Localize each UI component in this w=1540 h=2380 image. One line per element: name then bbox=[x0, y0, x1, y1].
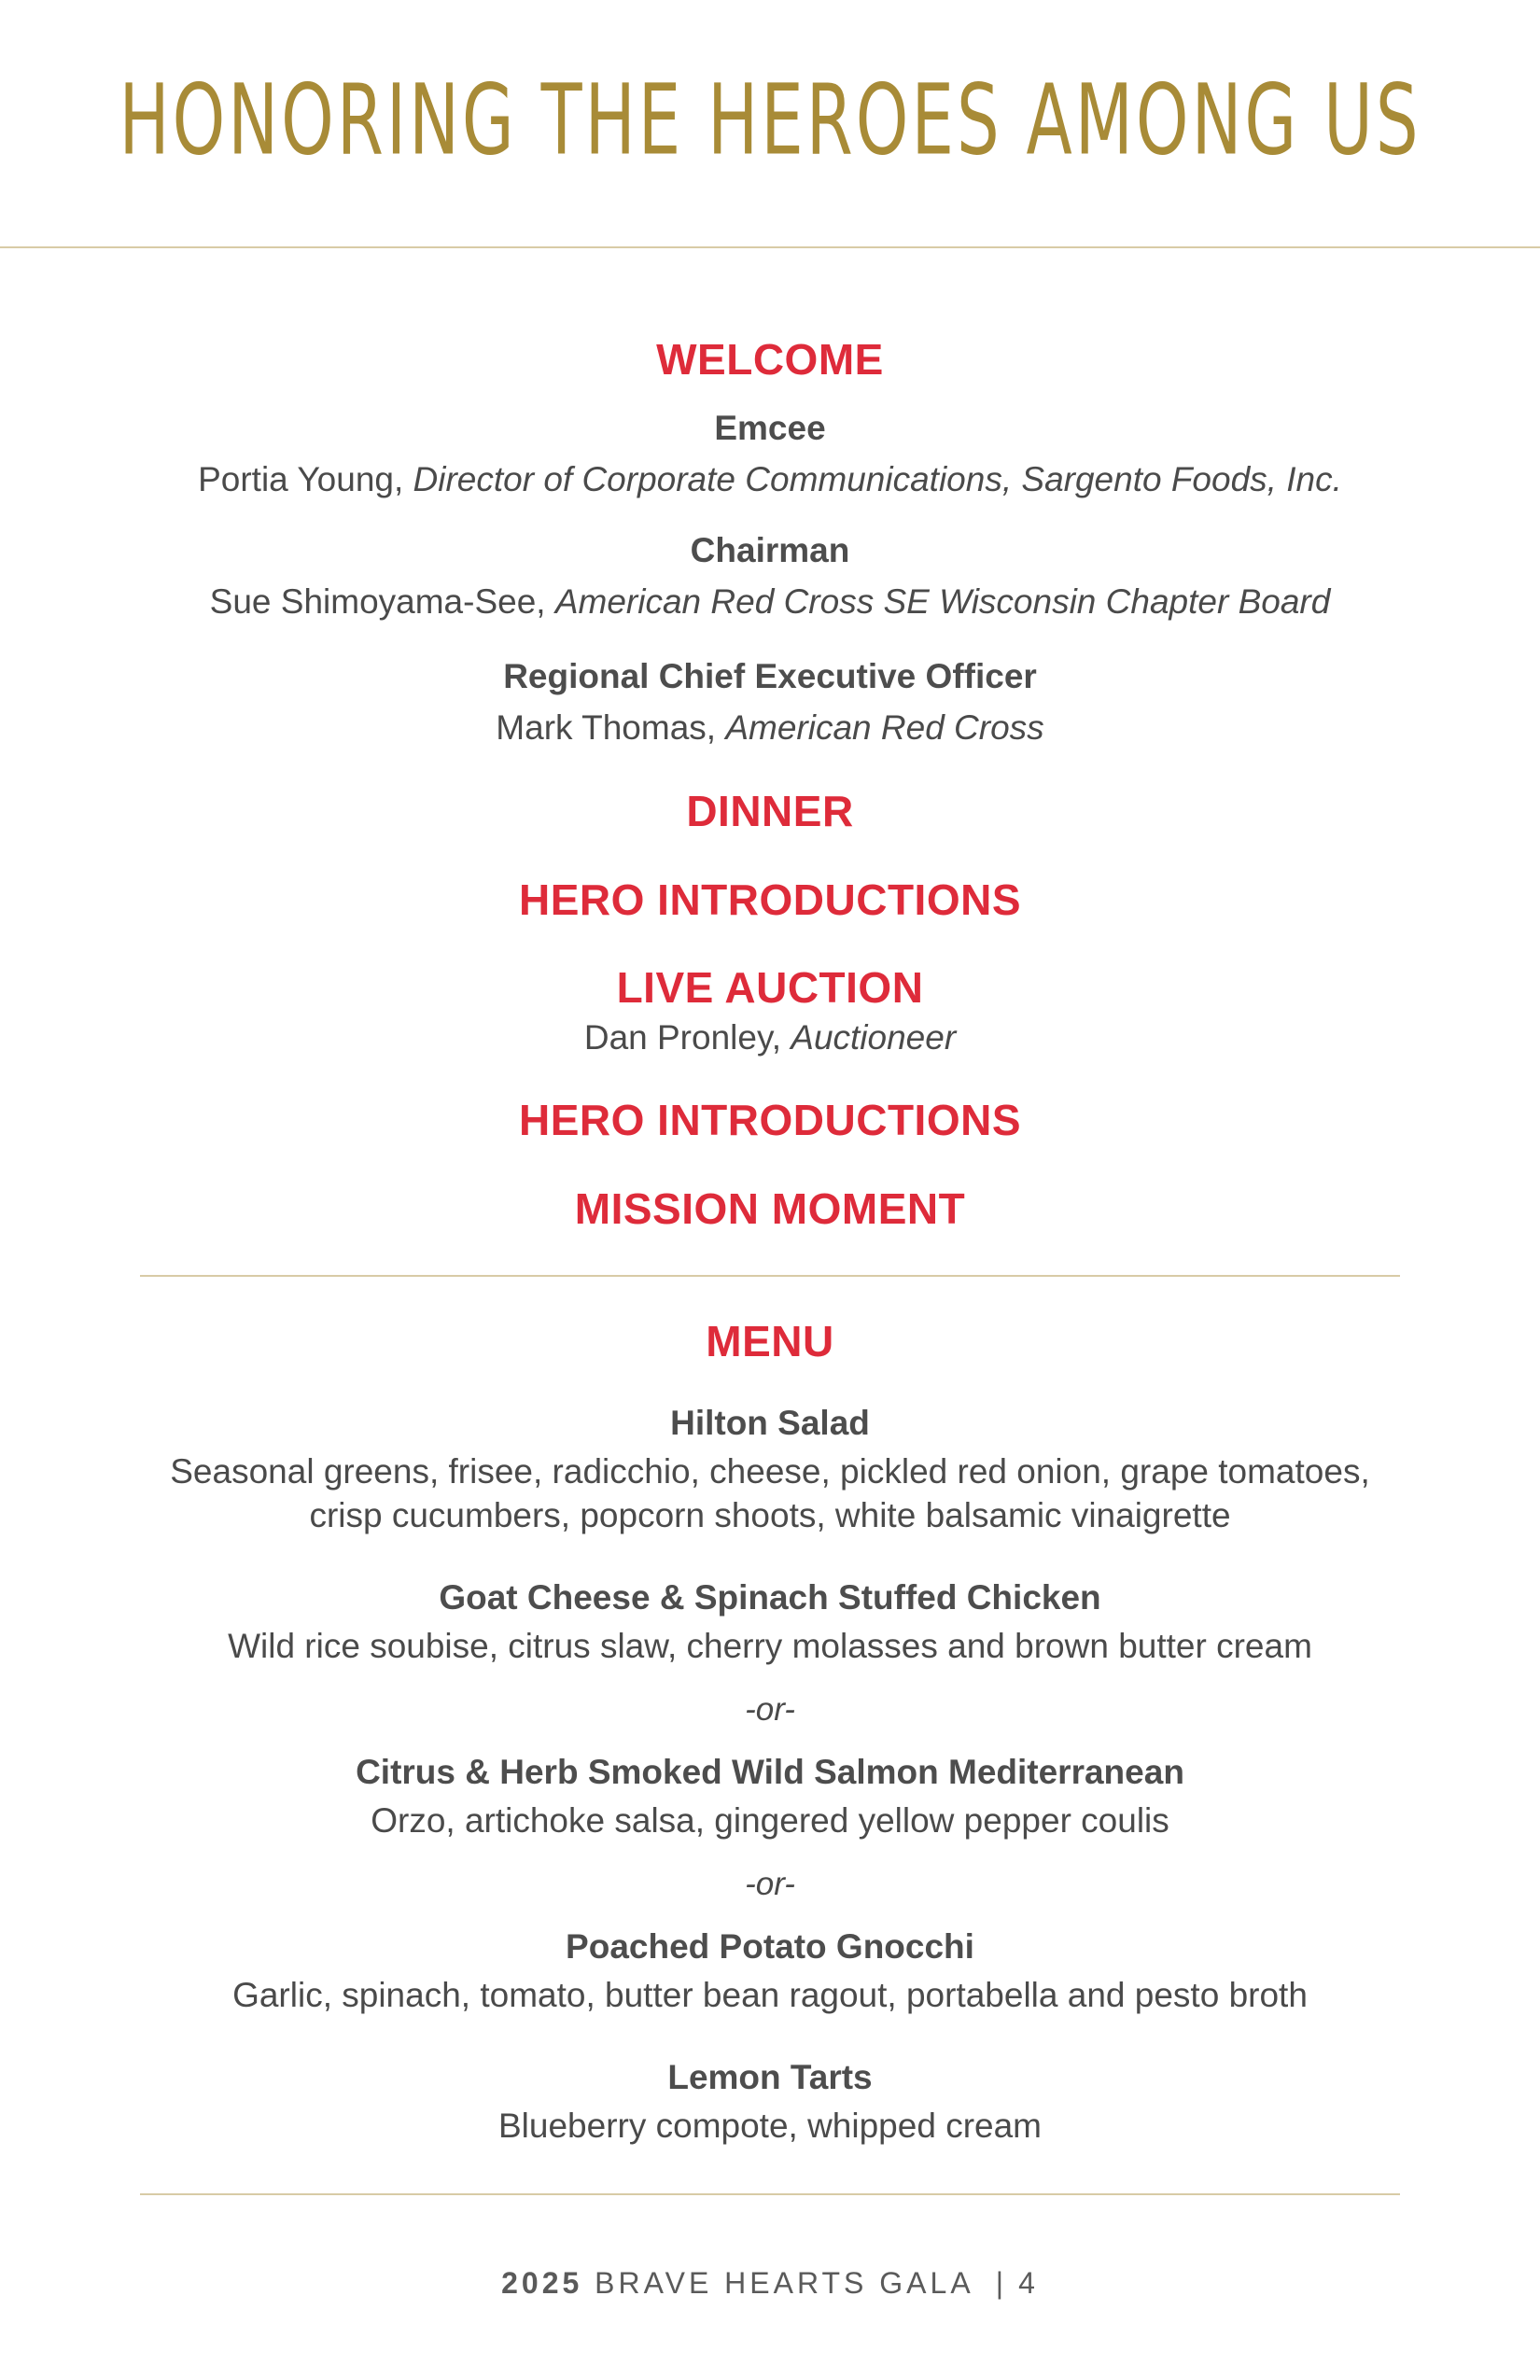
menu-or-separator bbox=[0, 1691, 1540, 1729]
speaker-role: Regional Chief Executive Officer bbox=[503, 657, 1037, 695]
dish-description: Blueberry compote, whipped cream bbox=[497, 2107, 1042, 2145]
page-number: 4 bbox=[1018, 2266, 1039, 2300]
dish-name: Poached Potato Gnocchi bbox=[566, 1927, 974, 1966]
hero-introductions-heading: HERO INTRODUCTIONS bbox=[519, 1096, 1021, 1144]
speaker-role: Emcee bbox=[714, 409, 826, 447]
menu-section bbox=[0, 1317, 1540, 1365]
or-separator: -or- bbox=[745, 1866, 795, 1902]
welcome-heading: WELCOME bbox=[656, 335, 884, 384]
speaker-emcee bbox=[0, 411, 1540, 497]
dish-description: Wild rice soubise, citrus slaw, cherry molasses and brown butter cream bbox=[228, 1627, 1312, 1665]
divider-rule bbox=[140, 2193, 1400, 2195]
speaker-ceo bbox=[0, 659, 1540, 745]
dish-name: Goat Cheese & Spinach Stuffed Chicken bbox=[439, 1578, 1101, 1617]
page-footer bbox=[0, 2266, 1540, 2301]
dish-description-line: crisp cucumbers, popcorn shoots, white balsamic vinaigrette bbox=[309, 1496, 1231, 1535]
dish-description-line: Seasonal greens, frisee, radicchio, cheese, pickled red onion, grape tomatoes, bbox=[170, 1452, 1370, 1491]
menu-item bbox=[0, 1580, 1540, 1668]
hero-introductions-section bbox=[0, 875, 1540, 924]
page-title: HONORING THE HEROES AMONG US bbox=[119, 63, 1421, 176]
speaker-line bbox=[0, 584, 1540, 619]
dish-name: Citrus & Herb Smoked Wild Salmon Mediterranean bbox=[356, 1753, 1184, 1791]
dinner-section bbox=[0, 787, 1540, 835]
footer-divider: | bbox=[995, 2266, 1008, 2300]
speaker-role: Chairman bbox=[690, 531, 850, 569]
footer-year: 2025 bbox=[501, 2266, 583, 2300]
speaker-line bbox=[0, 462, 1540, 497]
dinner-heading: DINNER bbox=[686, 787, 854, 835]
live-auction-section bbox=[0, 963, 1540, 1057]
welcome-section bbox=[0, 335, 1540, 384]
dish-description bbox=[0, 1449, 1540, 1538]
speaker-name: Sue Shimoyama-See, bbox=[209, 582, 555, 621]
auctioneer-title: Auctioneer bbox=[791, 1018, 957, 1057]
dish-name: Hilton Salad bbox=[670, 1404, 870, 1442]
footer-event-name: BRAVE HEARTS GALA bbox=[595, 2266, 973, 2300]
speaker-name: Portia Young, bbox=[198, 460, 413, 498]
dish-description: Orzo, artichoke salsa, gingered yellow pepper coulis bbox=[371, 1801, 1169, 1840]
menu-item bbox=[0, 1406, 1540, 1538]
mission-moment-heading: MISSION MOMENT bbox=[574, 1184, 966, 1233]
divider-rule bbox=[140, 1275, 1400, 1277]
auctioneer-name: Dan Pronley, bbox=[583, 1018, 791, 1057]
live-auction-heading: LIVE AUCTION bbox=[616, 963, 924, 1012]
hero-introductions-section-2 bbox=[0, 1096, 1540, 1144]
or-separator: -or- bbox=[745, 1691, 795, 1728]
hero-introductions-heading: HERO INTRODUCTIONS bbox=[519, 875, 1021, 924]
speaker-chairman bbox=[0, 533, 1540, 619]
auctioneer-line bbox=[0, 1020, 1540, 1055]
menu-item bbox=[0, 1755, 1540, 1842]
menu-item bbox=[0, 1929, 1540, 2017]
speaker-line bbox=[0, 710, 1540, 745]
speaker-name: Mark Thomas, bbox=[496, 708, 726, 747]
menu-item bbox=[0, 2060, 1540, 2148]
speaker-title: Director of Corporate Communications, Sargento Foods, Inc. bbox=[413, 460, 1342, 498]
page-header bbox=[0, 0, 1540, 248]
speaker-title: American Red Cross bbox=[725, 708, 1044, 747]
menu-heading: MENU bbox=[706, 1317, 834, 1365]
mission-moment-section bbox=[0, 1184, 1540, 1233]
speaker-title: American Red Cross SE Wisconsin Chapter Board bbox=[554, 582, 1331, 621]
dish-description: Garlic, spinach, tomato, butter bean ragout, portabella and pesto broth bbox=[232, 1976, 1308, 2014]
dish-name: Lemon Tarts bbox=[667, 2058, 873, 2096]
menu-or-separator bbox=[0, 1866, 1540, 1903]
